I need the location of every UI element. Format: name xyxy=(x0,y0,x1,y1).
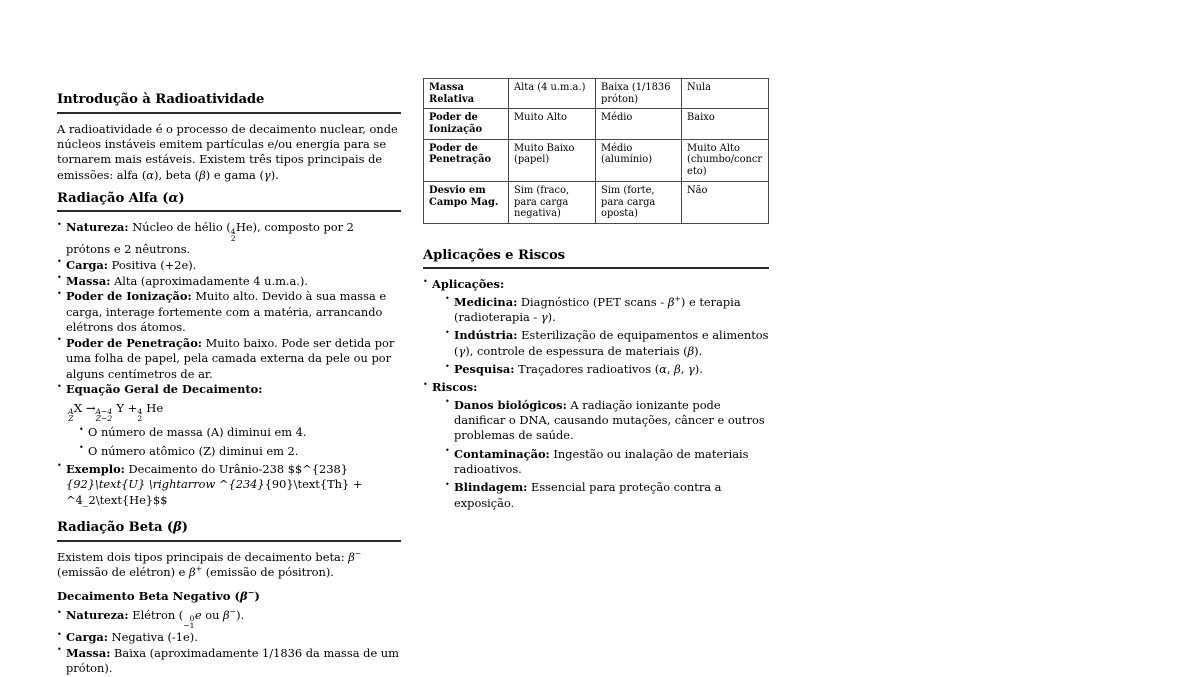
item-label: Pesquisa: xyxy=(454,362,515,377)
electron-nuclide xyxy=(183,608,201,630)
item-text: Ingestão ou inalação de materiais radioativos. xyxy=(454,446,749,477)
beta-symbol: β xyxy=(674,362,681,377)
table-row xyxy=(424,139,769,181)
item-text-before: Elétron ( xyxy=(128,608,184,623)
cell-gama: Não xyxy=(682,181,769,223)
item-label: Carga: xyxy=(66,257,108,272)
table-row xyxy=(424,79,769,109)
sep-1: , xyxy=(666,362,675,377)
gamma-symbol: γ xyxy=(458,343,466,358)
beta-section-title xyxy=(57,520,401,536)
item-text-mid: ) e terapia (radioterapia - xyxy=(454,294,741,325)
list-item xyxy=(57,336,401,382)
list-item xyxy=(57,274,401,289)
list-item xyxy=(445,447,769,478)
cell-gama: Nula xyxy=(682,79,769,109)
item-text: Positiva (+2e). xyxy=(108,257,197,272)
section-radiacao-beta xyxy=(57,520,401,677)
table-row xyxy=(424,109,769,139)
right-column xyxy=(423,78,769,514)
item-text-after: ), composto por 2 prótons e 2 nêutrons. xyxy=(66,220,354,256)
item-text-after: ). xyxy=(236,608,245,623)
item-label: Danos biológicos: xyxy=(454,397,567,412)
nuclide-numbers xyxy=(137,408,142,422)
beta-plus-symbol: β xyxy=(189,564,196,579)
example-text-2: {90}\text{Th} + ^4_2\text{He}$$ xyxy=(66,477,363,507)
element-symbol: He xyxy=(235,220,253,235)
element-symbol: e xyxy=(194,608,202,623)
page-title: Introdução à Radioatividade xyxy=(57,92,265,107)
item-label: Poder de Penetração: xyxy=(66,335,203,350)
risks-sublist xyxy=(445,398,769,511)
beta-title-text: Radiação Beta ( xyxy=(57,519,174,535)
parent-nuclide xyxy=(68,400,82,423)
intro-text-3: ) e gama ( xyxy=(205,167,264,182)
beta-symbol: β xyxy=(223,608,230,623)
section-introducao xyxy=(57,92,401,183)
item-label: Massa: xyxy=(66,645,111,660)
list-item-riscos xyxy=(423,380,769,511)
beta-properties-list xyxy=(57,608,401,677)
item-text: Alta (aproximadamente 4 u.m.a.). xyxy=(110,273,308,288)
cell-gama: Muito Alto (chumbo/concreto) xyxy=(682,139,769,181)
cell-gama: Baixo xyxy=(682,109,769,139)
beta-text-2: (emissão de elétron) e xyxy=(57,564,190,579)
nuclide-numbers xyxy=(183,615,194,629)
equation-notes-list xyxy=(79,425,401,459)
nuclide-numbers xyxy=(96,408,113,422)
item-text: Negativa (-1e). xyxy=(108,630,198,645)
item-text-before: Esterilização de equipamentos e alimentos ( xyxy=(454,328,769,358)
mass-number: 4 xyxy=(137,406,143,416)
subtitle-symbol: β xyxy=(240,589,248,604)
beta-text-1: Existem dois tipos principais de decaimento beta: xyxy=(57,549,349,564)
mass-number: 4 xyxy=(230,226,236,236)
list-item-aplicacoes xyxy=(423,277,769,377)
cell-alfa: Alta (4 u.m.a.) xyxy=(509,79,596,109)
item-label: Exemplo: xyxy=(66,461,125,476)
beta-text-3: (emissão de pósitron). xyxy=(202,564,334,579)
arrow-glyph: → xyxy=(85,400,96,415)
item-text-mid: ou xyxy=(201,608,224,623)
element-symbol: X xyxy=(73,400,83,415)
item-text-after: ). xyxy=(694,362,703,377)
row-header: Massa Relativa xyxy=(424,79,509,109)
example-text-1: Decaimento do Urânio-238 $$^{238} xyxy=(124,461,349,476)
beta-minus-symbol: β xyxy=(348,549,355,564)
gamma-symbol: γ xyxy=(263,167,271,182)
radiation-comparison-table xyxy=(423,78,769,224)
table-row xyxy=(424,181,769,223)
item-text-before: Núcleo de hélio ( xyxy=(128,220,231,235)
daughter-element-symbol: Y xyxy=(116,400,124,415)
cell-beta: Baixa (1/1836 próton) xyxy=(596,79,682,109)
item-text: A radiação ionizante pode danificar o DNA, causando mutações, câncer e outros problemas de saúde. xyxy=(454,397,765,443)
section-divider xyxy=(57,540,401,542)
alpha-title-close: ) xyxy=(178,190,185,206)
sep-2: , xyxy=(680,362,688,377)
cell-alfa: Muito Baixo (papel) xyxy=(509,139,596,181)
helium-nuclide xyxy=(231,220,253,242)
equation-label: Equação Geral de Decaimento: xyxy=(66,382,263,397)
item-label: Indústria: xyxy=(454,328,518,343)
group-label: Riscos: xyxy=(432,380,478,395)
daughter-nuclide xyxy=(96,400,113,423)
alpha-title-text: Radiação Alfa ( xyxy=(57,190,169,206)
atomic-number: Z xyxy=(68,414,74,424)
alpha-symbol: α xyxy=(659,362,667,377)
beta-paragraph xyxy=(57,550,401,581)
intro-paragraph xyxy=(57,122,401,183)
atomic-number: 2 xyxy=(137,414,143,424)
item-label: Natureza: xyxy=(66,608,129,623)
gamma-symbol: γ xyxy=(540,310,548,325)
list-item: • O número de massa (A) diminui em 4. xyxy=(79,425,401,440)
list-item xyxy=(445,480,769,511)
item-label: Contaminação: xyxy=(454,446,550,461)
beta-negative-subtitle xyxy=(57,590,401,604)
beta-symbol: β xyxy=(687,343,695,358)
section-divider xyxy=(57,112,401,114)
item-label: Carga: xyxy=(66,630,108,645)
list-item-exemplo xyxy=(57,462,401,508)
intro-text-1: A radioatividade é o processo de decaimento nuclear, onde núcleos instáveis emitem partículas e/ou energia para se tornarem mais estáveis. Existem três tipos principais de emissões: alfa ( xyxy=(57,121,398,182)
plus-glyph: + xyxy=(127,400,138,415)
group-label: Aplicações: xyxy=(432,277,505,292)
left-column xyxy=(57,92,401,677)
alpha-particle-nuclide xyxy=(137,400,142,423)
item-label: Poder de Ionização: xyxy=(66,289,192,304)
atomic-number: 2 xyxy=(230,233,236,243)
mass-number: 0 xyxy=(189,614,195,624)
alpha-symbol: α xyxy=(146,167,154,182)
cell-beta: Médio xyxy=(596,109,682,139)
nuclide-numbers xyxy=(68,408,73,422)
list-item xyxy=(57,289,401,335)
subtitle-close: ) xyxy=(254,589,260,604)
applications-risks-list xyxy=(423,277,769,511)
item-label: Natureza: xyxy=(66,220,129,235)
beta-sup: + xyxy=(674,293,681,303)
row-header: Poder de Penetração xyxy=(424,139,509,181)
cell-beta: Sim (forte, para carga oposta) xyxy=(596,181,682,223)
mass-number: A−4 xyxy=(95,406,113,416)
list-item xyxy=(445,295,769,326)
list-item-equation xyxy=(57,382,401,459)
list-item xyxy=(445,398,769,444)
row-header: Desvio em Campo Mag. xyxy=(424,181,509,223)
item-text-before: Diagnóstico (PET scans - xyxy=(517,294,668,309)
intro-text-4: ). xyxy=(270,167,279,182)
alpha-section-title xyxy=(57,191,401,207)
item-text-mid: ), controle de espessura de materiais ( xyxy=(465,343,688,358)
list-item xyxy=(57,630,401,645)
atomic-number: Z−2 xyxy=(95,414,113,424)
section-radiacao-alfa xyxy=(57,191,401,508)
list-item xyxy=(57,646,401,677)
mass-number: A xyxy=(68,406,74,416)
item-label: Massa: xyxy=(66,273,111,288)
alpha-decay-equation xyxy=(68,400,401,423)
item-text-before: Traçadores radioativos ( xyxy=(514,362,660,377)
beta-sup: − xyxy=(229,607,237,617)
alpha-properties-list xyxy=(57,220,401,507)
list-item: • O número atômico (Z) diminui em 2. xyxy=(79,444,401,459)
beta-title-close: ) xyxy=(181,519,188,535)
item-label: Blindagem: xyxy=(454,480,528,495)
section-divider xyxy=(423,267,769,269)
nuclide-numbers xyxy=(231,228,236,242)
subtitle-text: Decaimento Beta Negativo ( xyxy=(57,589,241,604)
example-text-italic: {92}\text{U} \rightarrow ^{234} xyxy=(66,477,265,492)
item-text: Muito baixo. Pode ser detida por uma folha de papel, pela camada externa da pele ou por alguns centímetros de ar. xyxy=(66,335,395,381)
alpha-title-symbol: α xyxy=(168,190,179,206)
section-divider xyxy=(57,210,401,212)
row-header: Poder de Ionização xyxy=(424,109,509,139)
list-item xyxy=(57,220,401,257)
cell-alfa: Sim (fraco, para carga negativa) xyxy=(509,181,596,223)
cell-alfa: Muito Alto xyxy=(509,109,596,139)
item-text-after: ). xyxy=(547,310,556,325)
beta-symbol: β xyxy=(199,167,206,182)
atomic-number: −1 xyxy=(183,621,195,631)
alpha-element-symbol: He xyxy=(146,400,164,415)
beta-symbol: β xyxy=(667,294,675,309)
table-body xyxy=(424,79,769,224)
applications-sublist xyxy=(445,295,769,378)
beta-title-symbol: β xyxy=(173,519,182,535)
cell-beta: Médio (alumínio) xyxy=(596,139,682,181)
subtitle-sup: − xyxy=(247,588,255,598)
list-item xyxy=(445,362,769,377)
section-aplicacoes-riscos xyxy=(423,248,769,511)
gamma-symbol: γ xyxy=(687,362,695,377)
applications-section-title: Aplicações e Riscos xyxy=(423,247,566,263)
list-item xyxy=(57,608,401,630)
item-text: Muito alto. Devido à sua massa e carga, interage fortemente com a matéria, arrancando elétrons dos átomos. xyxy=(66,289,387,335)
item-text: Essencial para proteção contra a exposição. xyxy=(454,480,722,510)
item-text-after: ). xyxy=(694,343,703,358)
item-text: Baixa (aproximadamente 1/1836 da massa de um próton). xyxy=(66,645,399,676)
beta-minus-sup: − xyxy=(354,548,362,558)
intro-text-2: ), beta ( xyxy=(154,167,200,182)
beta-plus-sup: + xyxy=(195,564,203,574)
list-item xyxy=(445,328,769,359)
list-item xyxy=(57,258,401,273)
item-label: Medicina: xyxy=(454,294,518,309)
